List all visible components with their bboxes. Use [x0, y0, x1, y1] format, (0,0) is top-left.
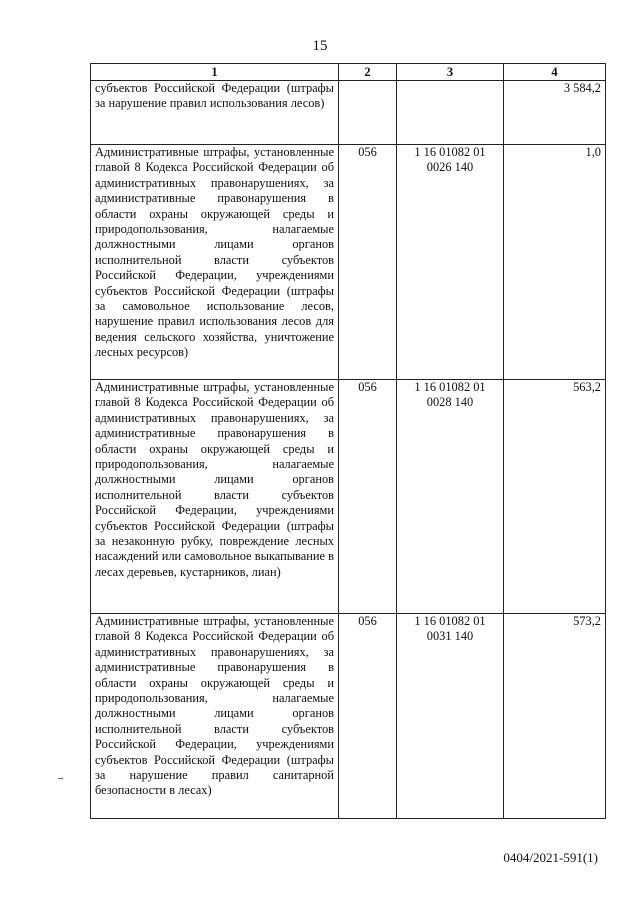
table-row: [91, 81, 606, 145]
column-header-4: 4: [504, 64, 606, 81]
column-header-1: 1: [91, 64, 339, 81]
budget-code-cell: 1 16 01082 01 0026 140: [397, 145, 504, 380]
revenue-name-cell: субъектов Российской Федерации (штрафы за нарушение правил использования лесов): [91, 81, 339, 145]
table-header-row: [91, 64, 606, 81]
column-header-3: 3: [397, 64, 504, 81]
table-row: [91, 614, 606, 819]
table-row: [91, 380, 606, 614]
budget-code-cell: [397, 81, 504, 145]
amount-cell: 563,2: [504, 380, 606, 614]
admin-code-cell: 056: [339, 145, 397, 380]
document-id: 0404/2021-591(1): [503, 850, 598, 865]
revenue-name-cell: Административные штрафы, установленные главой 8 Кодекса Российской Федерации об административных правонарушениях, за административные правонарушения в области охраны окружающей среды и природопользования, налагаемые должностными лицами органов исполнительной власти субъектов Российской Федерации, учреждениями субъектов Российской Федерации (штрафы за нарушение правил санитарной безопасности в лесах): [91, 614, 339, 819]
column-header-2: 2: [339, 64, 397, 81]
amount-cell: 573,2: [504, 614, 606, 819]
revenue-name-cell: Административные штрафы, установленные главой 8 Кодекса Российской Федерации об административных правонарушениях, за административные правонарушения в области охраны окружающей среды и природопользования, налагаемые должностными лицами органов исполнительной власти субъектов Российской Федерации, учреждениями субъектов Российской Федерации (штрафы за незаконную рубку, повреждение лесных насаждений или самовольное выкапывание в лесах деревьев, кустарников, лиан): [91, 380, 339, 614]
scan-mark: [58, 778, 63, 779]
amount-cell: 1,0: [504, 145, 606, 380]
admin-code-cell: 056: [339, 614, 397, 819]
revenue-name-cell: Административные штрафы, установленные главой 8 Кодекса Российской Федерации об административных правонарушениях, за административные правонарушения в области охраны окружающей среды и природопользования, налагаемые должностными лицами органов исполнительной власти субъектов Российской Федерации, учреждениями субъектов Российской Федерации (штрафы за самовольное использование лесов, нарушение правил использования лесов для ведения сельского хозяйства, уничтожение лесных ресурсов): [91, 145, 339, 380]
amount-cell: 3 584,2: [504, 81, 606, 145]
budget-code-cell: 1 16 01082 01 0031 140: [397, 614, 504, 819]
page-number: 15: [312, 38, 328, 54]
table-row: [91, 145, 606, 380]
budget-code-cell: 1 16 01082 01 0028 140: [397, 380, 504, 614]
admin-code-cell: 056: [339, 380, 397, 614]
revenue-table: [90, 63, 606, 819]
admin-code-cell: [339, 81, 397, 145]
